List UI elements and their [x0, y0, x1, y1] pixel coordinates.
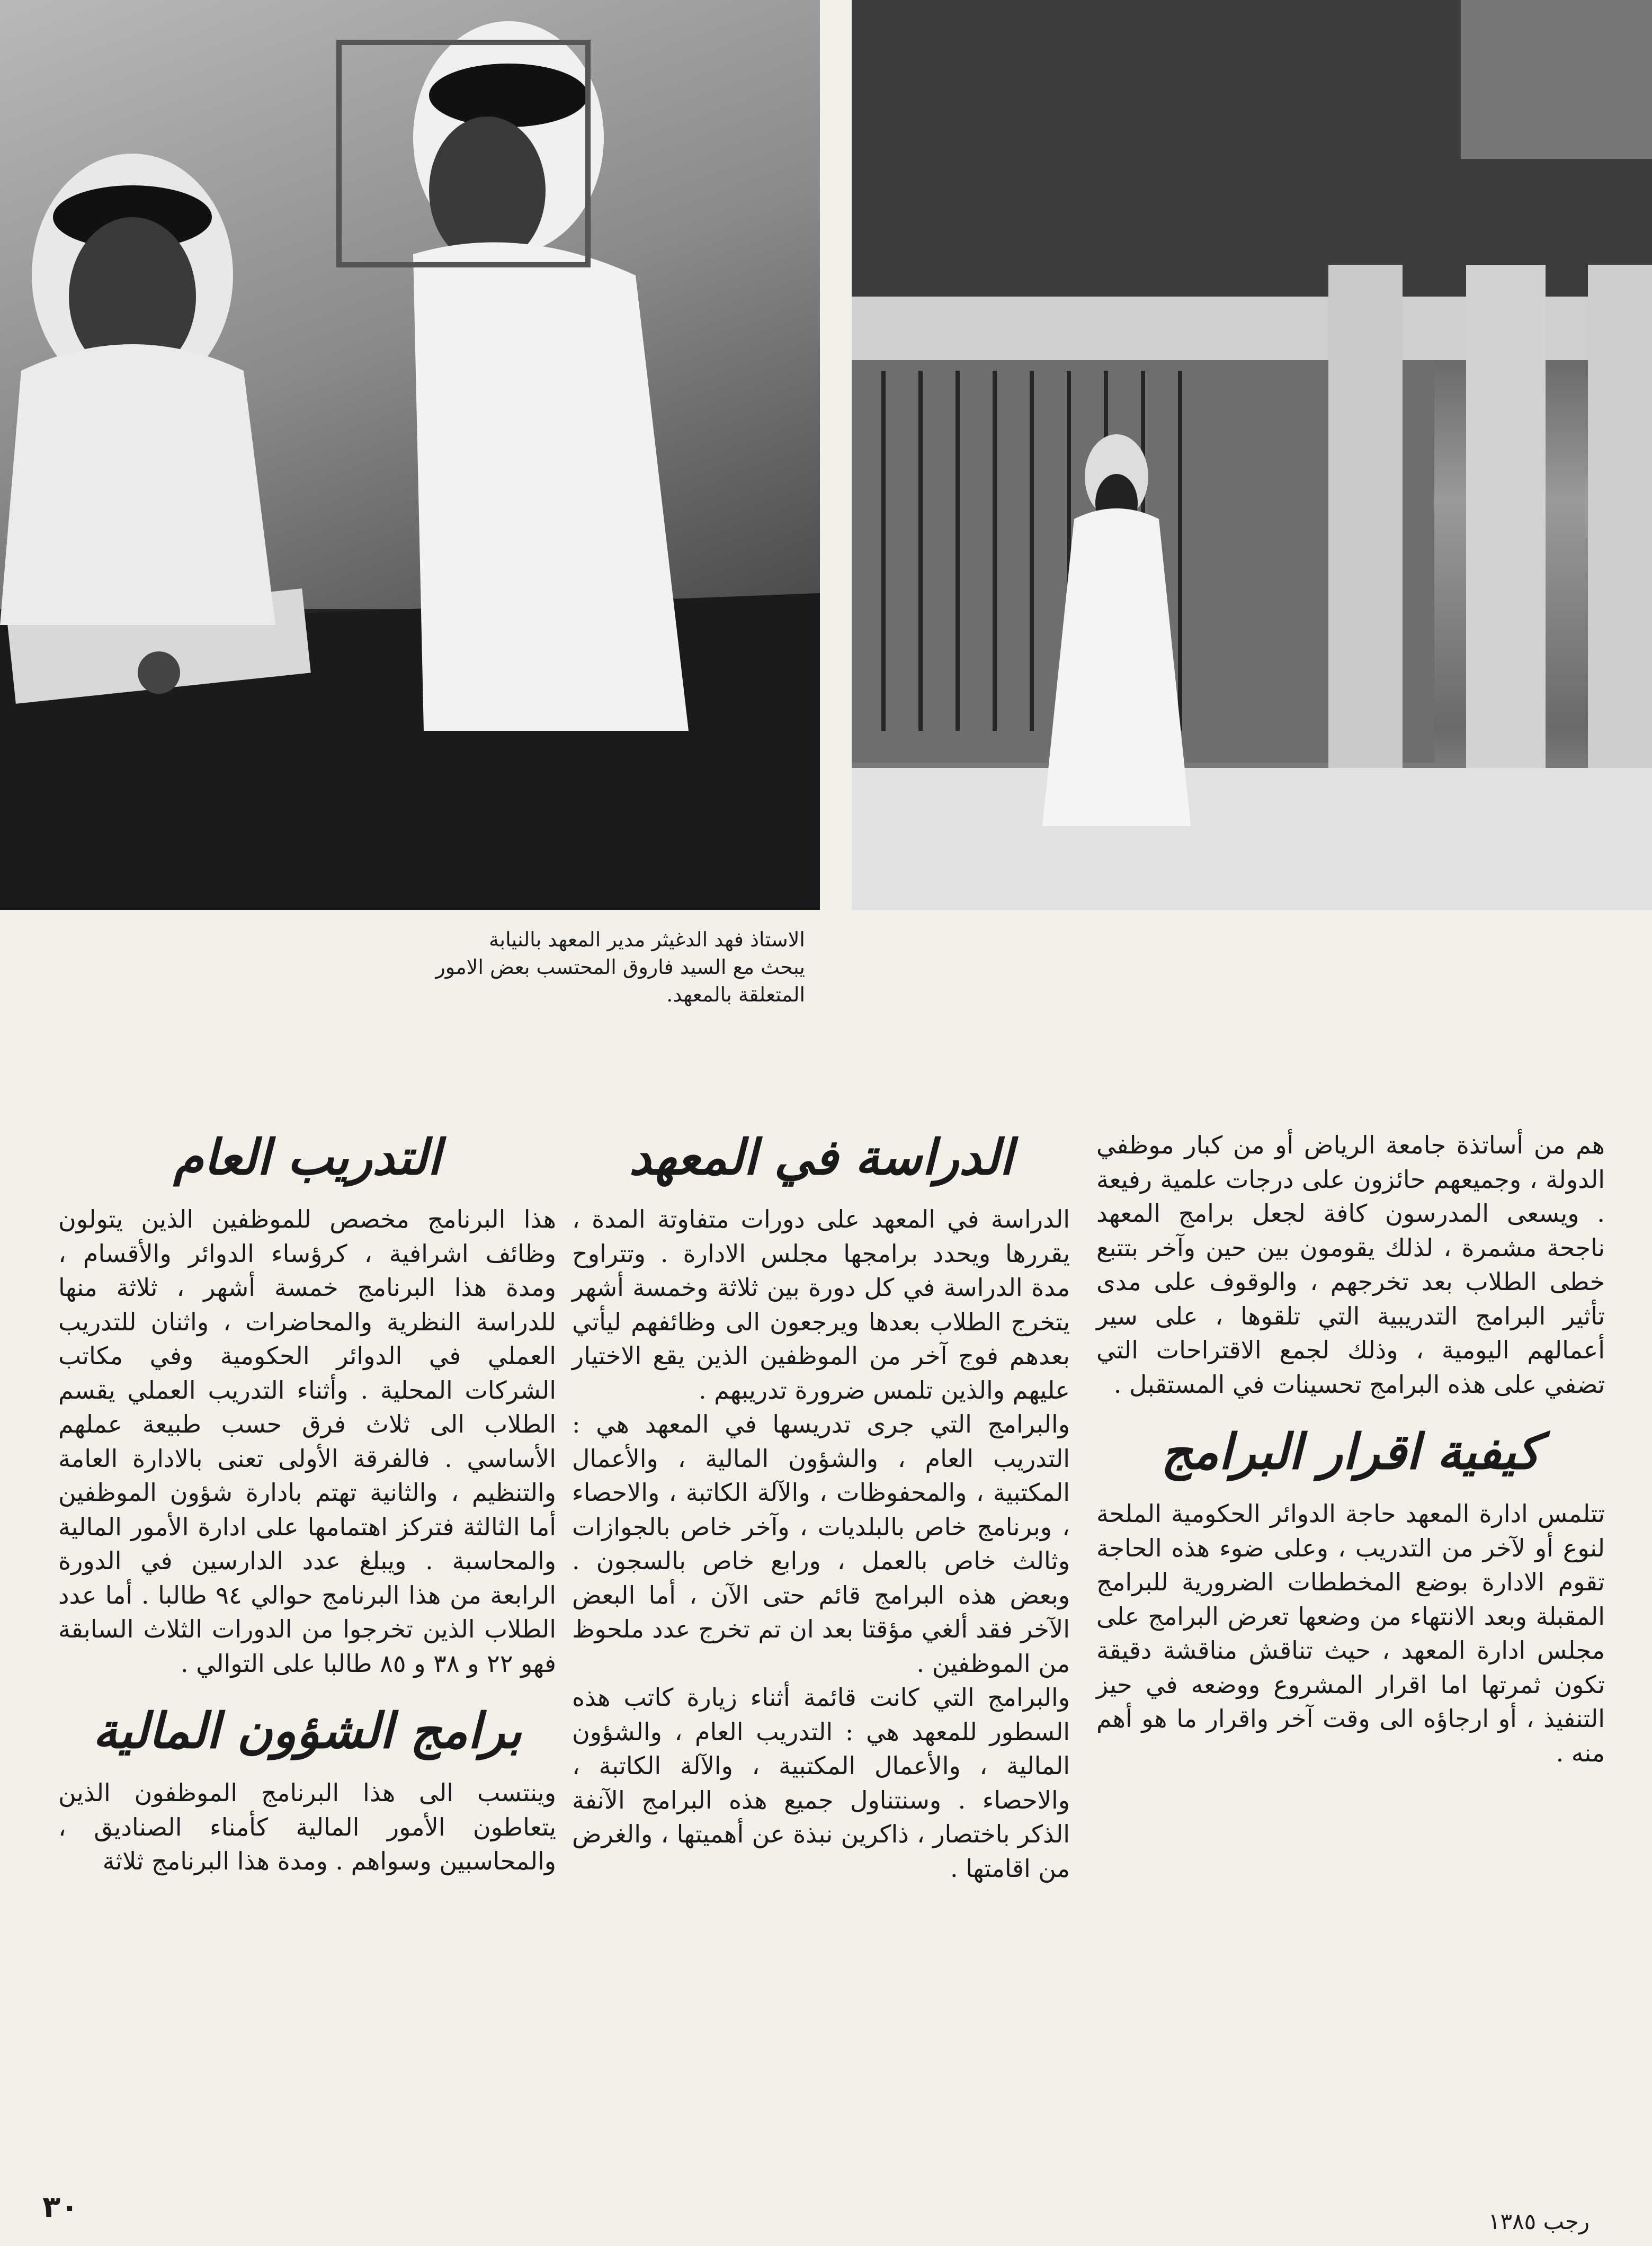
article-column-right: [1096, 1128, 1605, 1770]
paragraph: والبرامج التي جرى تدريسها في المعهد هي : التدريب العام ، والشؤون المالية ، والأعمال المكتبية ، والمحفوظات ، والآلة الكاتبة ، والاحصاء ، وبرنامج خاص بالبلديات ، وآخر خاص بالجوازات وثالث خاص بالعمل ، ورابع خاص بالسجون . وبعض هذه البرامج قائم حتى الآن ، أما البعض الآخر فقد ألغي مؤقتا بعد ان تم تخرج عدد ملحوظ من الموظفين .: [572, 1410, 1070, 1678]
page-number: ٣٠: [42, 2190, 79, 2224]
issue-date: رجب ١٣٨٥: [1488, 2208, 1590, 2234]
paragraph: هذا البرنامج مخصص للموظفين الذين يتولون وظائف اشرافية ، كرؤساء الدوائر والأقسام ، ومدة هذا البرنامج خمسة أشهر ، ثلاثة منها للدراسة النظرية والمحاضرات ، واثنان للتدريب العملي في الدوائر الحكومية وفي مكاتب الشركات المحلية . وأثناء التدريب العملي يقسم الطلاب الى ثلاث فرق حسب طبيعة عملهم الأساسي . فالفرقة الأولى تعنى بالادارة العامة والتنظيم ، والثانية تهتم بادارة شؤون الموظفين أما الثالثة فتركز اهتمامها على ادارة الأمور المالية والمحاسبة . ويبلغ عدد الدارسين في الدورة الرابعة من هذا البرنامج حوالي ٩٤ طالبا . أما عدد الطلاب الذين تخرجوا من الدورات الثلاث السابقة فهو ٢٢ و ٣٨ و ٨٥ طالبا على التوالي .: [58, 1205, 556, 1678]
article-column-middle: [572, 1128, 1070, 1885]
section-heading-study-at-institute: الدراسة في المعهد: [629, 1129, 1013, 1186]
photo-left-illustration: [0, 0, 820, 910]
photo-building-entrance: [852, 0, 1652, 910]
paragraph: هم من أساتذة جامعة الرياض أو من كبار موظفي الدولة ، وجميعهم حائزون على درجات علمية رفيعة . ويسعى المدرسون كافة لجعل برامج المعهد ناجحة مشمرة ، لذلك يقومون بين حين وآخر بتتبع خطى الطلاب بعد تخرجهم ، والوقوف على مدى تأثير البرامج التدريبية التي تلقوها ، على سير أعمالهم اليومية ، وذلك لجمع الاقتراحات التي تضفي على هذه البرامج تحسينات في المستقبل .: [1096, 1131, 1605, 1399]
caption-line-1: الاستاذ فهد الدغيثر مدير المعهد بالنيابة: [489, 928, 805, 951]
paragraph: وينتسب الى هذا البرنامج الموظفون الذين يتعاطون الأمور المالية كأمناء الصناديق ، والمحاسبين وسواهم . ومدة هذا البرنامج ثلاثة: [58, 1778, 556, 1875]
photo-two-men-desk: [0, 0, 820, 910]
photo-caption: [434, 926, 805, 1008]
caption-line-2: يبحث مع السيد فاروق المحتسب بعض الامور المتعلقة بالمعهد.: [435, 955, 805, 1006]
section-heading-program-approval: كيفية اقرار البرامج: [1161, 1423, 1540, 1480]
section-heading-financial-affairs: برامج الشؤون المالية: [93, 1702, 522, 1759]
section-heading-general-training: التدريب العام: [173, 1129, 441, 1186]
article-column-left: [58, 1128, 556, 1878]
paragraph: تتلمس ادارة المعهد حاجة الدوائر الحكومية الملحة لنوع أو لآخر من التدريب ، وعلى ضوء هذه الحاجة تقوم الادارة بوضع المخططات الضرورية للبرامج المقبلة وبعد الانتهاء من وضعها تعرض البرامج على مجلس ادارة المعهد ، حيث تناقش مناقشة دقيقة تكون ثمرتها اما اقرار المشروع ووضعه في حيز التنفيذ ، أو ارجاؤه الى وقت آخر واقرار ما هو أهم منه .: [1096, 1499, 1605, 1767]
paragraph: الدراسة في المعهد على دورات متفاوتة المدة ، يقررها ويحدد برامجها مجلس الادارة . وتتراوح مدة الدراسة في كل دورة بين ثلاثة وخمسة أشهر يتخرج الطلاب بعدها ويرجعون الى وظائفهم ليأتي بعدهم فوج آخر من الموظفين الذين يقع الاختيار عليهم والذين تلمس ضرورة تدريبهم .: [572, 1205, 1070, 1404]
paragraph: والبرامج التي كانت قائمة أثناء زيارة كاتب هذه السطور للمعهد هي : التدريب العام ، والشؤون المالية ، والأعمال المكتبية ، والآلة الكاتبة ، والاحصاء . وسنتناول جميع هذه البرامج الآنفة الذكر باختصار ، ذاكرين نبذة عن أهميتها ، والغرض من اقامتها .: [572, 1683, 1070, 1883]
photo-right-illustration: [852, 0, 1652, 910]
